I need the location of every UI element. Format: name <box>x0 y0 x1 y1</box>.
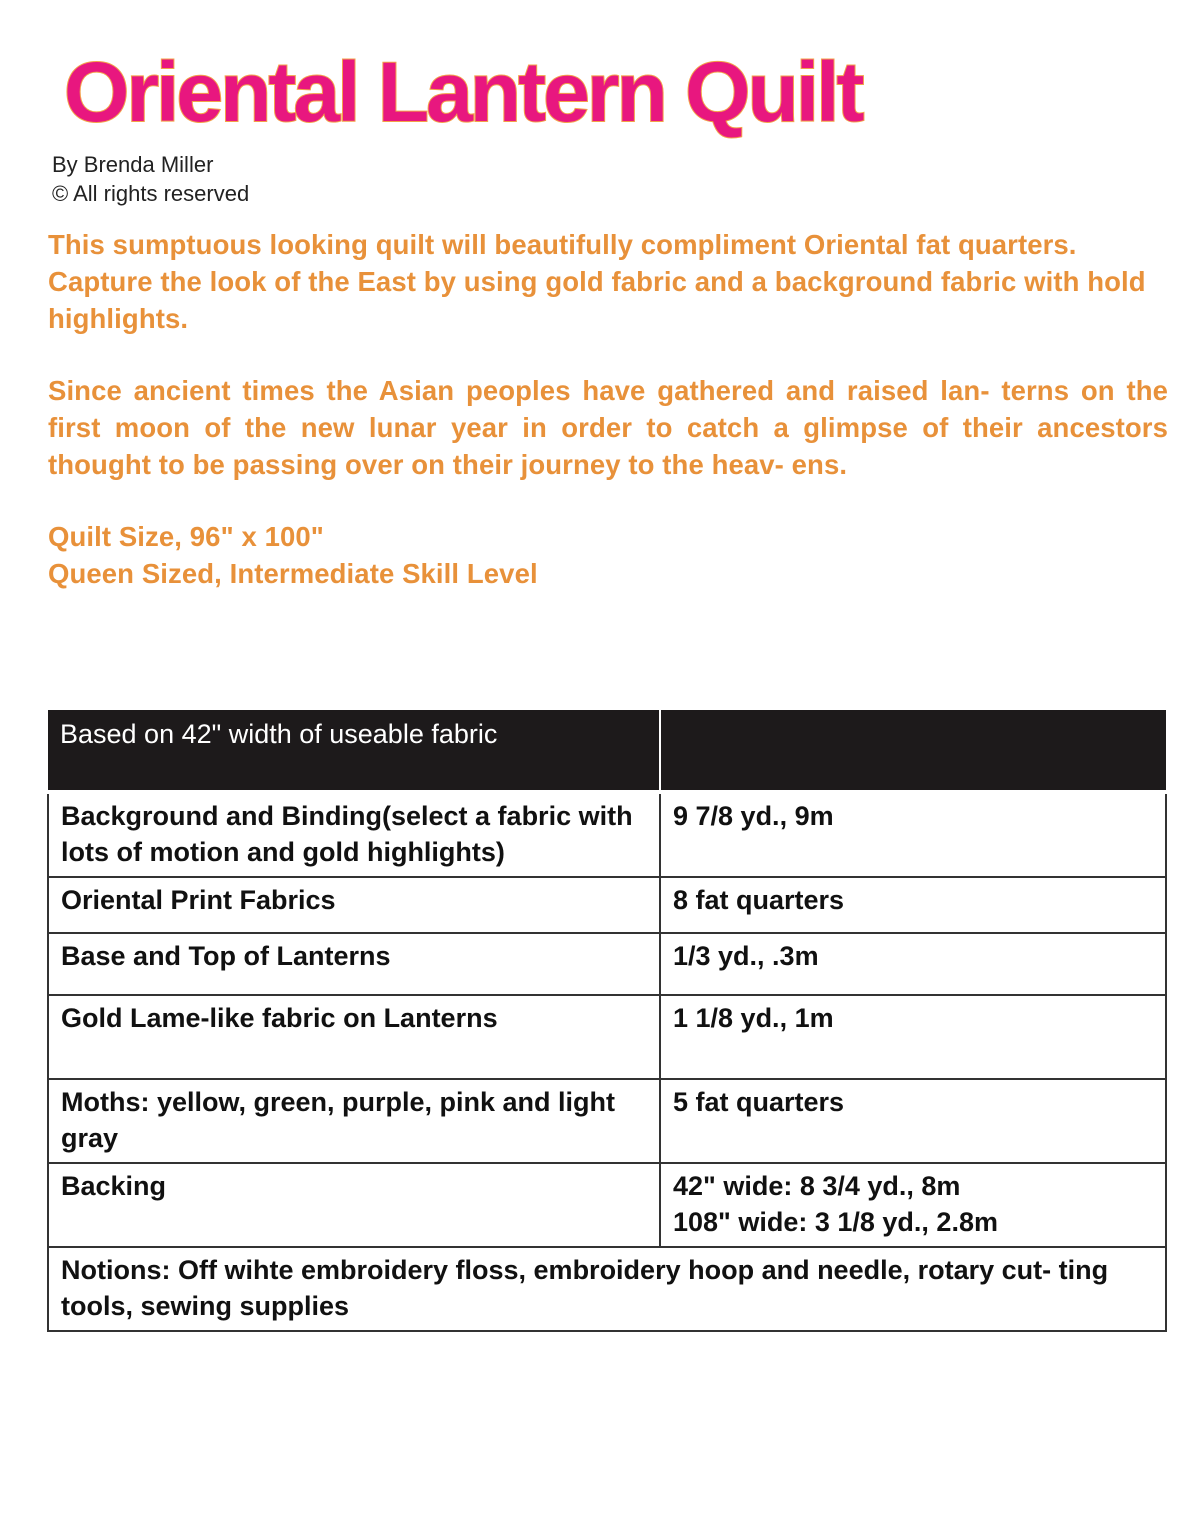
material-amount <box>660 1163 1166 1247</box>
table-row <box>48 995 1166 1079</box>
notions-text: Notions: Off wihte embroidery floss, embroidery hoop and needle, rotary cut- ting tools, sewing supplies <box>48 1247 1166 1331</box>
material-amount: 5 fat quarters <box>660 1079 1166 1163</box>
material-item: Gold Lame-like fabric on Lanterns <box>48 995 660 1079</box>
material-item: Background and Binding(select a fabric with lots of motion and gold highlights) <box>48 792 660 877</box>
material-item: Oriental Print Fabrics <box>48 877 660 933</box>
material-item: Backing <box>48 1163 660 1247</box>
intro-paragraph-description: This sumptuous looking quilt will beautifully compliment Oriental fat quarters. Capture the look of the East by using gold fabric and a background fabric with hold highlights. <box>48 229 1146 334</box>
quilt-size: Quilt Size, 96" x 100" <box>48 521 324 552</box>
materials-header-left: Based on 42" width of useable fabric <box>48 710 660 792</box>
material-amount: 1 1/8 yd., 1m <box>660 995 1166 1079</box>
table-row <box>48 792 1166 877</box>
table-row <box>48 1163 1166 1247</box>
material-amount: 9 7/8 yd., 9m <box>660 792 1166 877</box>
material-item: Base and Top of Lanterns <box>48 933 660 995</box>
intro-section <box>48 226 1168 592</box>
author-line: By Brenda Miller <box>52 152 214 177</box>
page-title: Oriental Lantern Quilt <box>64 45 862 139</box>
notions-row <box>48 1247 1166 1331</box>
materials-header-right <box>660 710 1166 792</box>
byline <box>52 150 249 208</box>
materials-header-row <box>48 710 1166 792</box>
copyright-line: © All rights reserved <box>52 181 250 206</box>
backing-amount-42: 42" wide: 8 3/4 yd., 8m <box>673 1171 961 1201</box>
skill-level: Queen Sized, Intermediate Skill Level <box>48 558 538 589</box>
material-amount: 8 fat quarters <box>660 877 1166 933</box>
material-amount: 1/3 yd., .3m <box>660 933 1166 995</box>
table-row <box>48 877 1166 933</box>
material-item: Moths: yellow, green, purple, pink and light gray <box>48 1079 660 1163</box>
table-row <box>48 1079 1166 1163</box>
backing-amount-108: 108" wide: 3 1/8 yd., 2.8m <box>673 1207 998 1237</box>
materials-table <box>47 710 1167 1332</box>
table-row <box>48 933 1166 995</box>
intro-paragraph-history: Since ancient times the Asian peoples have gathered and raised lan- terns on the first moon of the new lunar year in order to catch a glimpse of their ancestors thought to be passing over on their journey to the heav- ens. <box>48 375 1168 480</box>
